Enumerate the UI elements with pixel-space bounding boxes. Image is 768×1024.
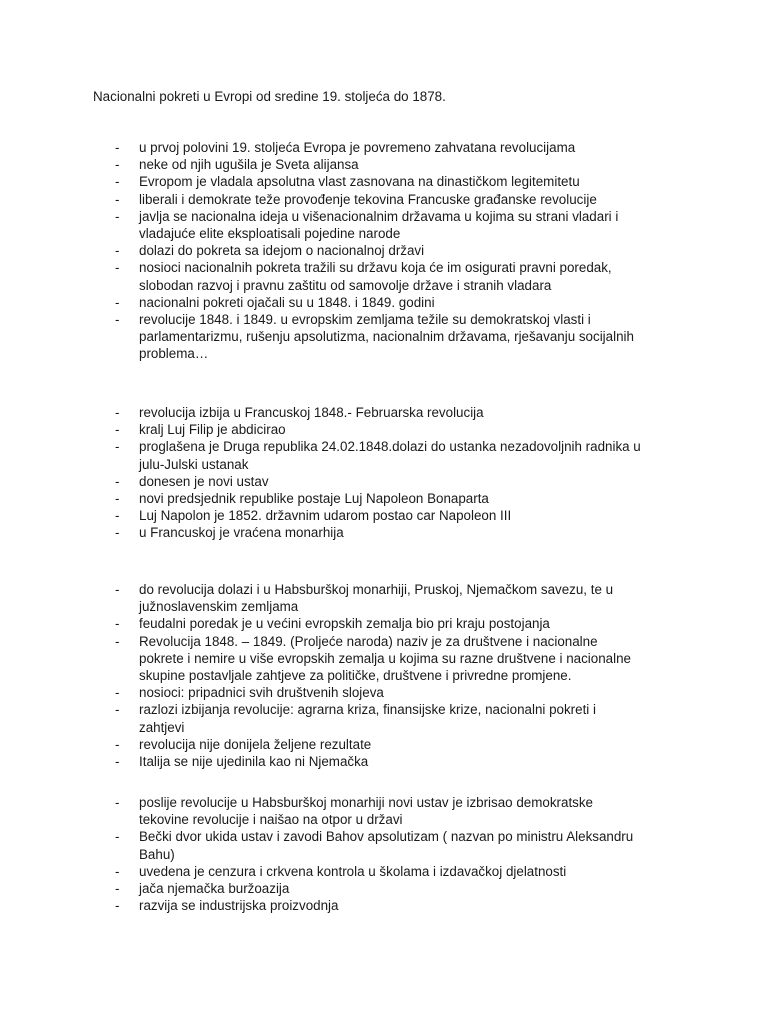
bullet-dash: - [115, 260, 120, 276]
list-item-text-line: nacionalni pokreti ojačali su u 1848. i 1849. godini [139, 294, 435, 310]
bullet-dash: - [115, 702, 120, 718]
list-item [93, 404, 693, 421]
bullet-dash: - [115, 439, 120, 455]
list-item-text-line: uvedena je cenzura i crkvena kontrola u školama i izdavačkoj djelatnosti [139, 863, 567, 879]
bullet-dash: - [115, 582, 120, 597]
list-item-text-line: javlja se nacionalna ideja u višenacionalnim državama u kojima su strani vladari i [139, 208, 619, 224]
bullet-dash: - [115, 294, 120, 310]
list-item [93, 863, 693, 880]
list-item [93, 633, 693, 685]
list-item-text-line: slobodan razvoj i pravnu zaštitu od samovolje države i stranih vladara [139, 277, 552, 293]
bullet-dash: - [115, 633, 120, 649]
list-item-text-line: dolazi do pokreta sa idejom o nacionalnoj državi [139, 243, 425, 259]
list-item-text-line: skupine postavljale zahtjeve za političke, društvene i privredne promjene. [139, 668, 572, 684]
list-item-text-line: Evropom je vladala apsolutna vlast zasnovana na dinastičkom legitemitetu [139, 174, 580, 190]
list-item [93, 242, 693, 259]
list-item [93, 880, 693, 897]
list-item-text-line: revolucije 1848. i 1849. u evropskim zemljama težile su demokratskoj vlasti i [139, 312, 591, 328]
bullet-dash: - [115, 898, 120, 914]
bullet-list-section-3 [93, 581, 693, 770]
bullet-list-section-2 [93, 404, 693, 542]
list-item [93, 438, 693, 472]
list-item-text-line: nosioci nacionalnih pokreta tražili su državu koja će im osigurati pravni poredak, [139, 260, 612, 276]
list-item [93, 524, 693, 541]
list-item-text-line: u prvoj polovini 19. stoljeća Evropa je povremeno zahvatana revolucijama [139, 140, 576, 155]
list-item-text-line: vladajuće elite eksploatisali pojedine narode [139, 226, 401, 242]
list-item [93, 473, 693, 490]
list-item [93, 736, 693, 753]
list-item-text-line: neke od njih ugušila je Sveta alijansa [139, 157, 359, 173]
list-item-text-line: jača njemačka buržoazija [139, 881, 290, 897]
list-item-text-line: Italija se nije ujedinila kao ni Njemačka [139, 754, 369, 770]
bullet-dash: - [115, 191, 120, 207]
list-item [93, 191, 693, 208]
list-item [93, 156, 693, 173]
list-item [93, 507, 693, 524]
bullet-dash: - [115, 157, 120, 173]
bullet-dash: - [115, 140, 120, 155]
list-item [93, 208, 693, 242]
bullet-dash: - [115, 174, 120, 190]
document-title: Nacionalni pokreti u Evropi od sredine 19. stoljeća do 1878. [93, 89, 446, 104]
bullet-dash: - [115, 508, 120, 524]
list-item [93, 311, 693, 363]
list-item-text-line: poslije revolucije u Habsburškoj monarhiji novi ustav je izbrisao demokratske [139, 795, 594, 810]
bullet-dash: - [115, 422, 120, 438]
list-item-text-line: nosioci: pripadnici svih društvenih slojeva [139, 685, 384, 701]
list-item-text-line: tekovine revolucije i naišao na otpor u državi [139, 812, 403, 828]
list-item-text-line: proglašena je Druga republika 24.02.1848.dolazi do ustanka nezadovoljnih radnika u [139, 439, 641, 455]
list-item [93, 173, 693, 190]
list-item [93, 615, 693, 632]
list-item [93, 828, 693, 862]
list-item-text-line: Bahu) [139, 846, 175, 862]
list-item-text-line: Revolucija 1848. – 1849. (Proljeće naroda) naziv je za društvene i nacionalne [139, 633, 598, 649]
bullet-dash: - [115, 736, 120, 752]
list-item [93, 701, 693, 735]
list-item-text-line: Bečki dvor ukida ustav i zavodi Bahov apsolutizam ( nazvan po ministru Aleksandru [139, 829, 634, 845]
list-item-text-line: liberali i demokrate teže provođenje tekovina Francuske građanske revolucije [139, 191, 597, 207]
list-item-text-line: problema… [139, 346, 209, 362]
list-item-text-line: pokrete i nemire u više evropskih zemalja u kojima su razne društvene i nacionalne [139, 650, 631, 666]
list-item [93, 684, 693, 701]
list-item [93, 753, 693, 770]
list-item-text-line: zahtjevi [139, 719, 185, 735]
list-item [93, 581, 693, 615]
list-item [93, 294, 693, 311]
list-item-text-line: kralj Luj Filip je abdicirao [139, 422, 286, 438]
list-item [93, 421, 693, 438]
bullet-list-section-1 [93, 139, 693, 363]
list-item-text-line: do revolucija dolazi i u Habsburškoj monarhiji, Pruskoj, Njemačkom savezu, te u [139, 582, 614, 597]
list-item [93, 897, 693, 914]
list-item-text-line: parlamentarizmu, rušenju apsolutizma, nacionalnim državama, rješavanju socijalnih [139, 329, 634, 345]
bullet-dash: - [115, 208, 120, 224]
bullet-dash: - [115, 312, 120, 328]
bullet-dash: - [115, 405, 120, 420]
list-item [93, 139, 693, 156]
list-item-text-line: razlozi izbijanja revolucije: agrarna kriza, finansijske krize, nacionalni pokreti i [139, 702, 596, 718]
bullet-dash: - [115, 243, 120, 259]
list-item-text-line: južnoslavenskim zemljama [139, 599, 299, 615]
list-item-text-line: u Francuskoj je vraćena monarhija [139, 525, 344, 541]
list-item-text-line: Luj Napolon je 1852. državnim udarom postao car Napoleon III [139, 508, 512, 524]
bullet-dash: - [115, 491, 120, 507]
bullet-dash: - [115, 829, 120, 845]
bullet-dash: - [115, 863, 120, 879]
bullet-dash: - [115, 473, 120, 489]
bullet-dash: - [115, 685, 120, 701]
list-item-text-line: razvija se industrijska proizvodnja [139, 898, 339, 914]
list-item-text-line: revolucija izbija u Francuskoj 1848.- Februarska revolucija [139, 405, 484, 420]
bullet-dash: - [115, 616, 120, 632]
list-item [93, 490, 693, 507]
list-item [93, 794, 693, 828]
list-item-text-line: donesen je novi ustav [139, 473, 269, 489]
bullet-dash: - [115, 754, 120, 770]
list-item-text-line: revolucija nije donijela željene rezultate [139, 736, 372, 752]
list-item-text-line: novi predsjednik republike postaje Luj Napoleon Bonaparta [139, 491, 489, 507]
bullet-dash: - [115, 525, 120, 541]
bullet-dash: - [115, 881, 120, 897]
list-item-text-line: feudalni poredak je u većini evropskih zemalja bio pri kraju postojanja [139, 616, 550, 632]
list-item [93, 259, 693, 293]
bullet-dash: - [115, 795, 120, 810]
bullet-list-section-4 [93, 794, 693, 914]
list-item-text-line: julu-Julski ustanak [139, 456, 249, 472]
